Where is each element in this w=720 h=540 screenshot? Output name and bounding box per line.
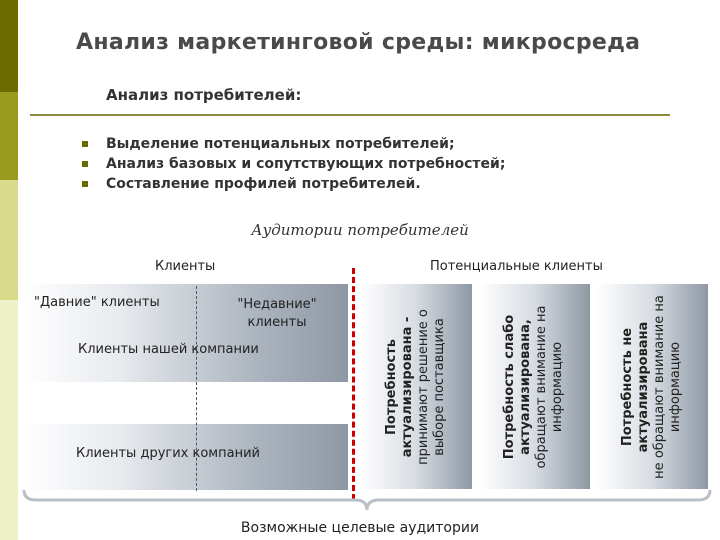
our-clients-label: Клиенты нашей компании (78, 342, 259, 357)
column-normal-text: обращают внимание на информацию (534, 305, 565, 468)
need-weak-column (478, 284, 590, 489)
sidebar-stripe-3 (0, 180, 18, 300)
sidebar-stripe-1 (0, 0, 18, 92)
column-text (384, 287, 448, 487)
bullet-square-icon (82, 161, 88, 167)
need-actualized-column (360, 284, 472, 489)
column-bold-text: Потребность актуализирована - (384, 316, 415, 457)
red-dashed-separator (352, 268, 355, 500)
bullet-square-icon (82, 141, 88, 147)
title-divider (30, 114, 670, 116)
band-separator (22, 382, 348, 424)
potential-clients-header: Потенциальные клиенты (430, 259, 603, 274)
diagram-title: Аудитории потребителей (251, 221, 469, 239)
bullet-text: Выделение потенциальных потребителей; (106, 136, 455, 152)
clients-header: Клиенты (155, 259, 216, 274)
target-audience-brace (22, 488, 712, 512)
recent-clients-label: "Недавние" клиенты (237, 297, 317, 330)
bullet-text: Составление профилей потребителей. (106, 176, 421, 192)
slide-title: Анализ маркетинговой среды: микросреда (76, 30, 641, 55)
section-subtitle: Анализ потребителей: (106, 86, 302, 104)
column-normal-text: принимают решение о выборе поставщика (416, 308, 447, 465)
need-not-actualized-column (596, 284, 708, 489)
sidebar-stripe-2 (0, 92, 18, 180)
bullet-item (82, 174, 505, 194)
column-bold-text: Потребность не актуализирована (620, 321, 651, 452)
column-text (502, 287, 566, 487)
bullet-square-icon (82, 181, 88, 187)
sidebar-stripe-4 (0, 300, 18, 540)
target-audiences-label: Возможные целевые аудитории (240, 520, 480, 536)
column-normal-text: не обращают внимание на информацию (652, 294, 683, 479)
bullet-item (82, 134, 505, 154)
other-clients-label: Клиенты других компаний (76, 446, 260, 461)
bullet-item (82, 154, 505, 174)
old-clients-label: "Давние" клиенты (34, 295, 160, 310)
column-text (620, 287, 684, 487)
column-bold-text: Потребность слабо актуализирована, (502, 314, 533, 459)
bullet-list (82, 134, 505, 194)
bullet-text: Анализ базовых и сопутствующих потребностей; (106, 156, 506, 172)
